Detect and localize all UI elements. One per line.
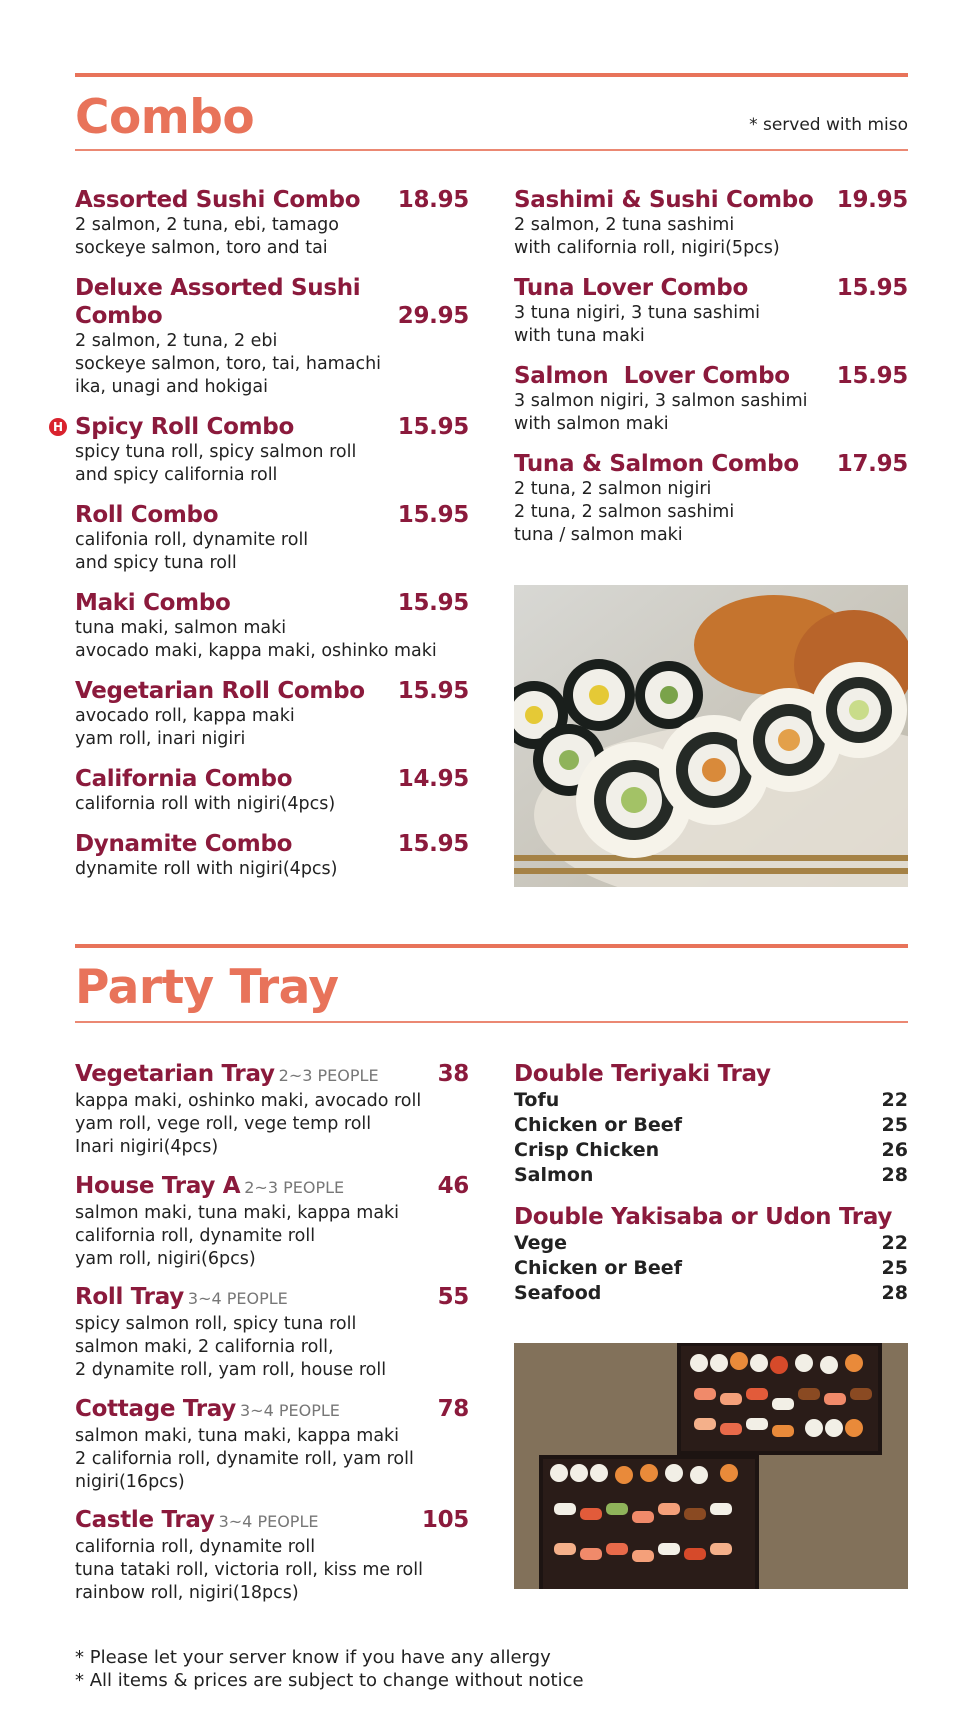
menu-item <box>75 274 469 399</box>
item-price: 105 <box>421 1507 469 1533</box>
menu-page <box>52 0 908 1725</box>
people-count: 3~4 PEOPLE <box>187 1289 288 1308</box>
price-row <box>514 1256 908 1281</box>
menu-item <box>514 362 908 436</box>
combo-title: Combo <box>75 90 255 145</box>
item-name: Tuna Lover Combo <box>514 275 748 301</box>
people-count: 2~3 PEOPLE <box>244 1178 345 1197</box>
item-description: 3 tuna nigiri, 3 tuna sashimi with tuna maki <box>514 303 760 346</box>
yakisoba-tray <box>514 1203 908 1306</box>
menu-item <box>75 830 469 881</box>
item-description: avocado roll, kappa maki yam roll, inari nigiri <box>75 706 295 749</box>
item-price: 15.95 <box>397 831 469 857</box>
price-row <box>514 1138 908 1163</box>
item-description: 2 salmon, 2 tuna, 2 ebi sockeye salmon, toro, tai, hamachi ika, unagi and hokigai <box>75 331 382 397</box>
menu-item <box>75 1172 469 1271</box>
item-description: kappa maki, oshinko maki, avocado roll yam roll, vege roll, vege temp roll Inari nigiri(4pcs) <box>75 1091 422 1157</box>
item-price: 14.95 <box>397 766 469 792</box>
item-name: California Combo <box>75 766 293 792</box>
item-description: tuna maki, salmon maki avocado maki, kappa maki, oshinko maki <box>75 618 437 661</box>
halal-icon: H <box>49 418 67 436</box>
item-description: dynamite roll with nigiri(4pcs) <box>75 859 338 879</box>
teriyaki-tray <box>514 1060 908 1188</box>
item-description: salmon maki, tuna maki, kappa maki 2 california roll, dynamite roll, yam roll nigiri(16pcs) <box>75 1426 414 1492</box>
item-price: 46 <box>437 1173 469 1199</box>
item-name: Spicy Roll Combo <box>75 414 294 440</box>
menu-item <box>514 186 908 260</box>
menu-item <box>75 1506 469 1605</box>
price-row <box>514 1281 908 1306</box>
row-price: 26 <box>881 1139 908 1161</box>
item-name: Dynamite Combo <box>75 831 293 857</box>
item-price: 18.95 <box>397 187 469 213</box>
item-price: 15.95 <box>397 678 469 704</box>
party-top-rule <box>75 944 908 948</box>
combo-top-rule <box>75 73 908 77</box>
menu-item <box>514 450 908 547</box>
row-label: Salmon <box>514 1164 594 1186</box>
item-price: 19.95 <box>836 187 908 213</box>
row-price: 25 <box>881 1257 908 1279</box>
party-title: Party Tray <box>75 960 339 1015</box>
row-price: 25 <box>881 1114 908 1136</box>
item-price: 38 <box>437 1061 469 1087</box>
row-label: Chicken or Beef <box>514 1114 682 1136</box>
item-name: Tuna & Salmon Combo <box>514 451 799 477</box>
item-price: 15.95 <box>397 502 469 528</box>
people-count: 2~3 PEOPLE <box>278 1066 379 1085</box>
row-label: Seafood <box>514 1282 602 1304</box>
party-bottom-rule <box>75 1021 908 1023</box>
item-name: Roll Tray <box>75 1284 184 1310</box>
menu-item <box>75 501 469 575</box>
combo-miso-note: * served with miso <box>749 115 908 135</box>
item-price: 15.95 <box>397 590 469 616</box>
row-price: 28 <box>881 1164 908 1186</box>
menu-item <box>514 274 908 348</box>
allergy-note: * Please let your server know if you have any allergy <box>75 1647 551 1668</box>
item-description: spicy salmon roll, spicy tuna roll salmon maki, 2 california roll, 2 dynamite roll, yam roll, house roll <box>75 1314 387 1380</box>
item-description: salmon maki, tuna maki, kappa maki california roll, dynamite roll yam roll, nigiri(6pcs) <box>75 1203 400 1269</box>
item-price: 15.95 <box>836 275 908 301</box>
item-price: 29.95 <box>397 303 469 329</box>
item-description: spicy tuna roll, spicy salmon roll and spicy california roll <box>75 442 357 485</box>
menu-item <box>52 413 469 487</box>
row-label: Vege <box>514 1232 568 1254</box>
menu-item <box>75 1395 469 1494</box>
item-price: 15.95 <box>397 414 469 440</box>
item-price: 15.95 <box>836 363 908 389</box>
menu-item <box>75 589 469 663</box>
teriyaki-title: Double Teriyaki Tray <box>514 1061 771 1087</box>
row-price: 28 <box>881 1282 908 1304</box>
item-name: Sashimi & Sushi Combo <box>514 187 814 213</box>
item-description: califonia roll, dynamite roll and spicy tuna roll <box>75 530 309 573</box>
yakisoba-title: Double Yakisaba or Udon Tray <box>514 1204 893 1230</box>
row-label: Chicken or Beef <box>514 1257 682 1279</box>
menu-item <box>75 1283 469 1382</box>
item-name: Vegetarian Roll Combo <box>75 678 365 704</box>
item-name: Assorted Sushi Combo <box>75 187 361 213</box>
price-row <box>514 1231 908 1256</box>
item-description: california roll, dynamite roll tuna tataki roll, victoria roll, kiss me roll rainbow roll, nigiri(18pcs) <box>75 1537 423 1603</box>
row-price: 22 <box>881 1089 908 1111</box>
menu-item <box>75 186 469 260</box>
item-price: 17.95 <box>836 451 908 477</box>
price-change-note: * All items & prices are subject to change without notice <box>75 1670 584 1691</box>
people-count: 3~4 PEOPLE <box>239 1401 340 1420</box>
item-name: Cottage Tray <box>75 1396 236 1422</box>
combo-bottom-rule <box>75 149 908 151</box>
item-name: Roll Combo <box>75 502 219 528</box>
menu-item <box>75 677 469 751</box>
item-description: 2 salmon, 2 tuna, ebi, tamago sockeye salmon, toro and tai <box>75 215 339 258</box>
item-name: Vegetarian Tray <box>75 1061 275 1087</box>
item-name: Maki Combo <box>75 590 231 616</box>
price-row <box>514 1163 908 1188</box>
party-tray-photo <box>514 1343 908 1589</box>
people-count: 3~4 PEOPLE <box>218 1512 319 1531</box>
menu-item <box>75 765 469 816</box>
menu-item <box>75 1060 469 1159</box>
item-name: House Tray A <box>75 1173 241 1199</box>
item-price: 78 <box>437 1396 469 1422</box>
item-name: Salmon Lover Combo <box>514 363 790 389</box>
item-name: Deluxe Assorted Sushi Combo <box>75 275 361 329</box>
item-price: 55 <box>437 1284 469 1310</box>
item-description: 2 tuna, 2 salmon nigiri 2 tuna, 2 salmon sashimi tuna / salmon maki <box>514 479 735 545</box>
price-row <box>514 1113 908 1138</box>
row-price: 22 <box>881 1232 908 1254</box>
item-description: 2 salmon, 2 tuna sashimi with california roll, nigiri(5pcs) <box>514 215 780 258</box>
row-label: Crisp Chicken <box>514 1139 660 1161</box>
sushi-rolls-photo <box>514 585 908 887</box>
item-name: Castle Tray <box>75 1507 215 1533</box>
item-description: california roll with nigiri(4pcs) <box>75 794 336 814</box>
item-description: 3 salmon nigiri, 3 salmon sashimi with salmon maki <box>514 391 808 434</box>
row-label: Tofu <box>514 1089 560 1111</box>
price-row <box>514 1088 908 1113</box>
